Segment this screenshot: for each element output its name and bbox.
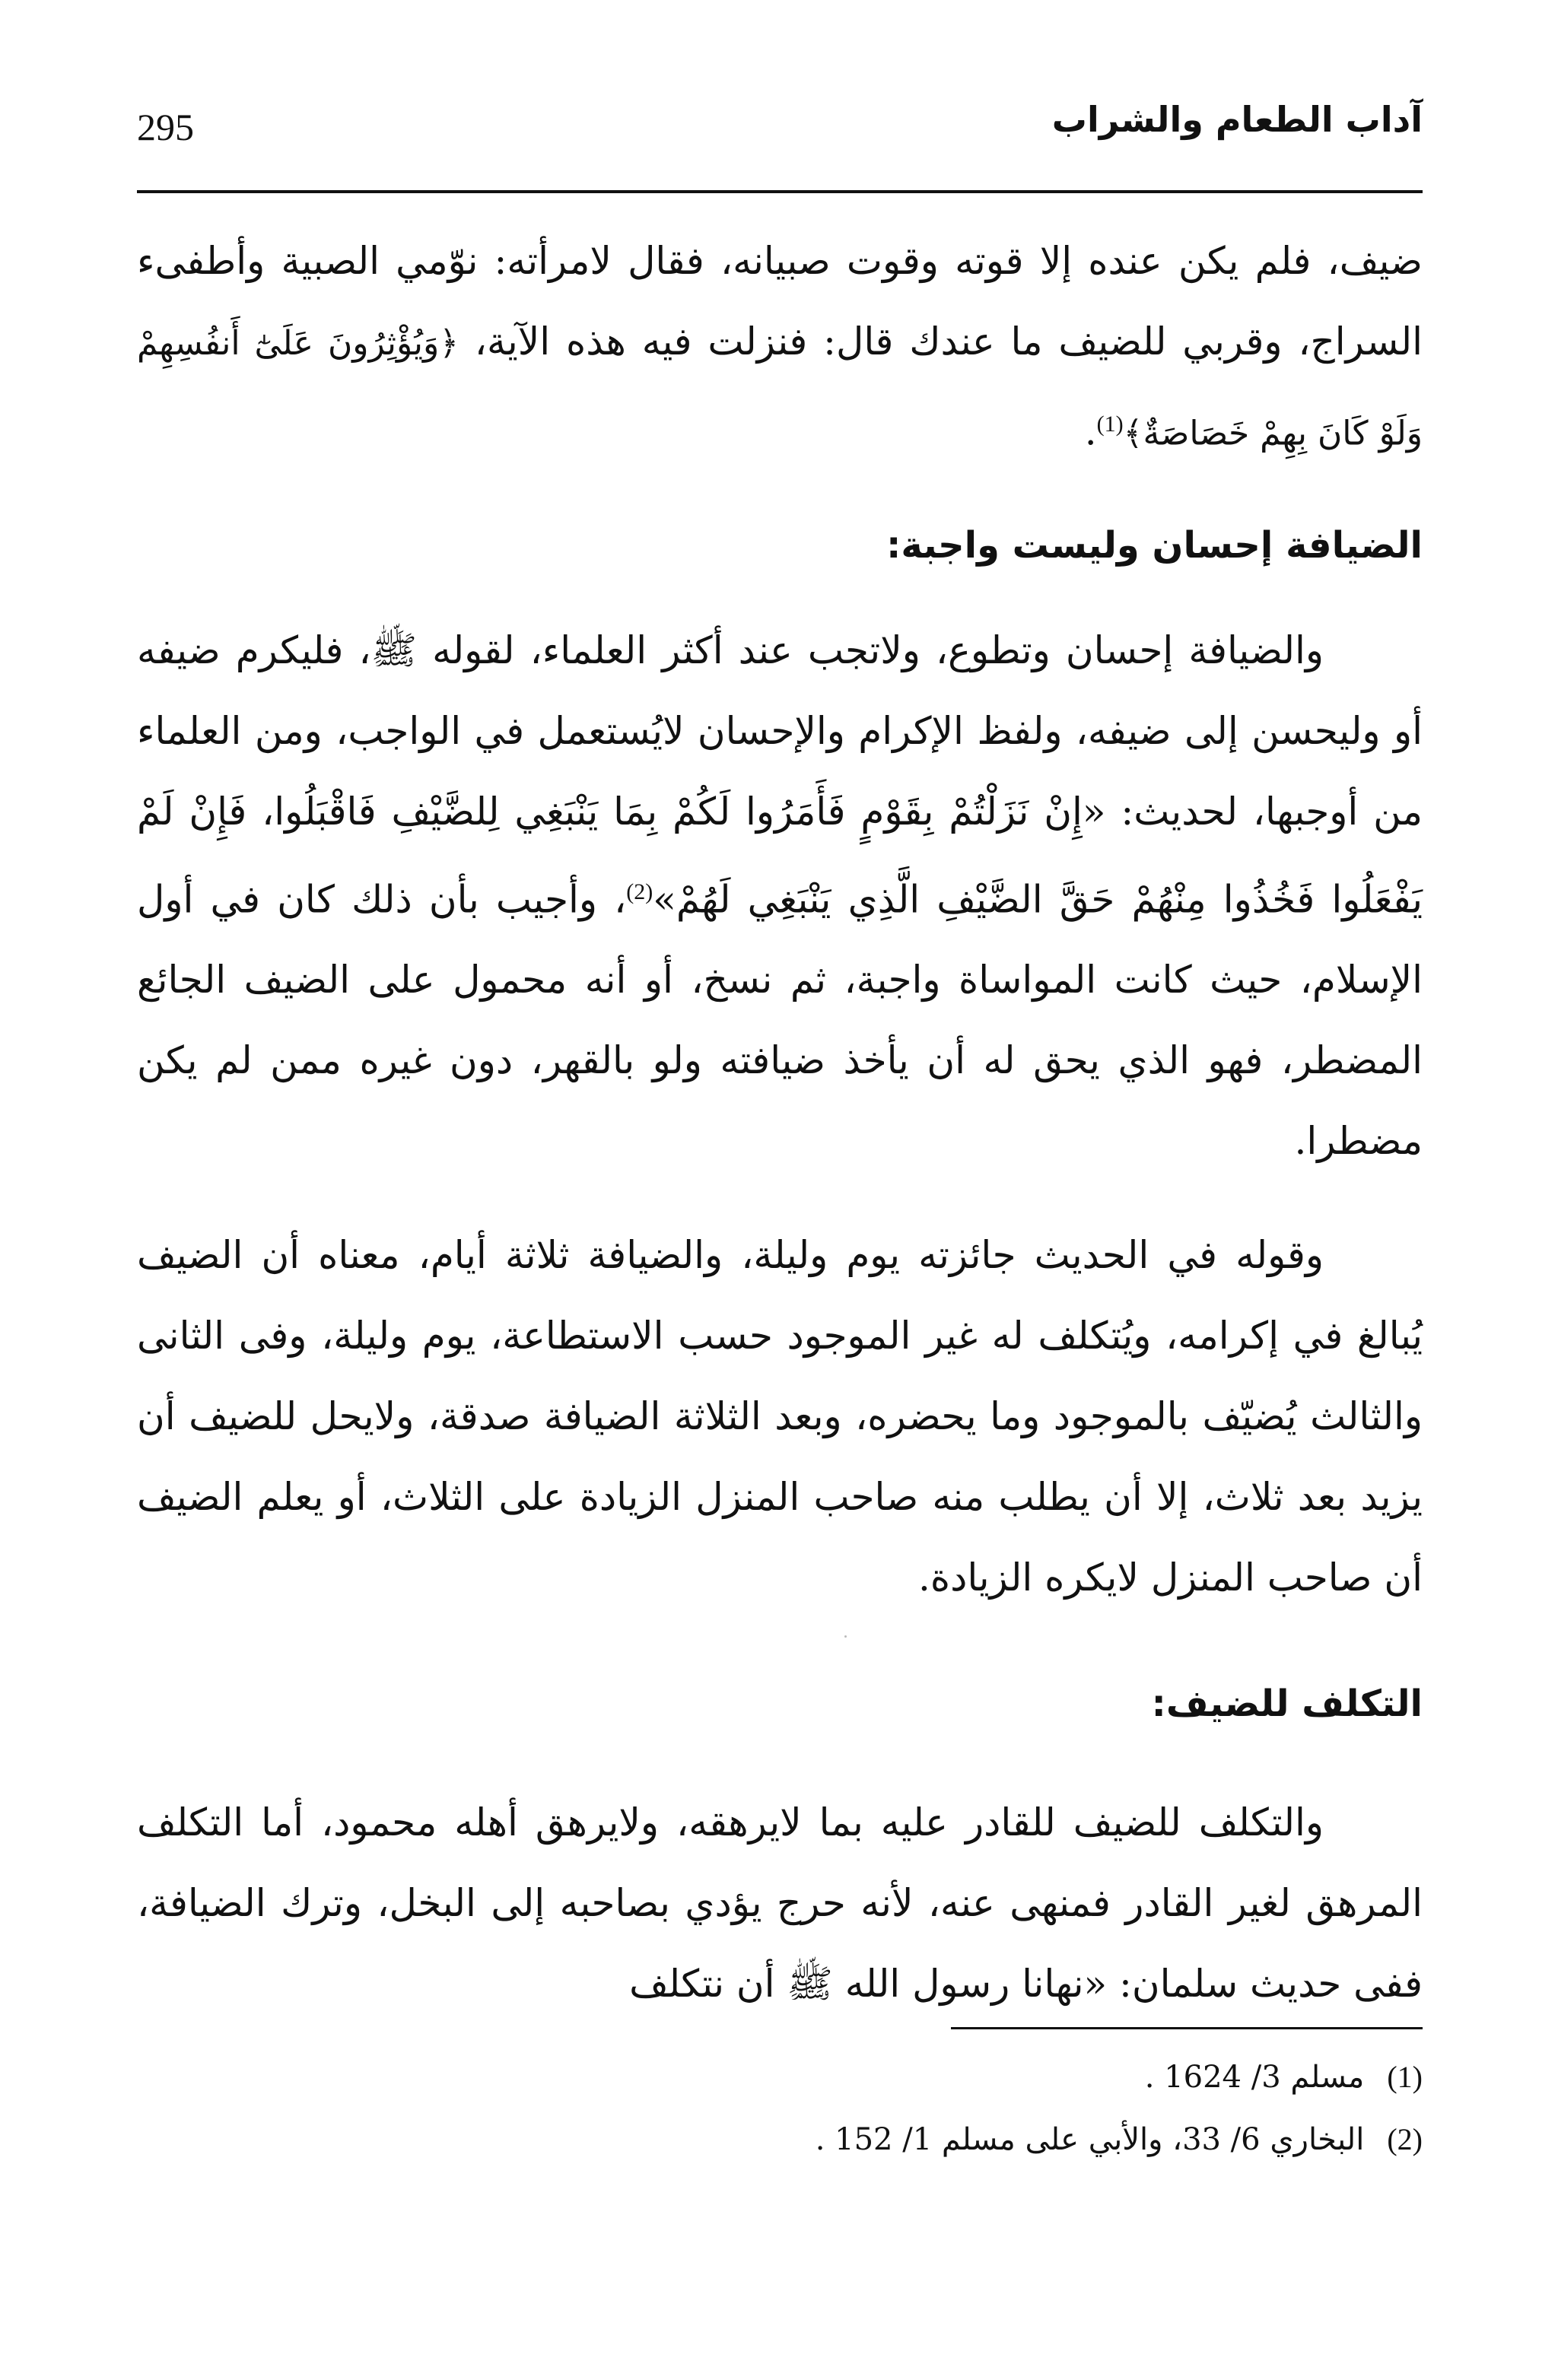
footnote-2 [137,2108,1423,2171]
print-speck [844,1635,847,1638]
book-page [137,0,1423,2380]
running-title: آداب الطعام والشراب [1051,99,1423,140]
footnote-text: مسلم 3/ 1624 . [1144,2060,1365,2095]
footnotes [137,2046,1423,2171]
footnote-number: (1) [1387,2060,1423,2094]
page-number: 295 [137,106,194,148]
paragraph-end: . [1084,409,1097,454]
paragraph-hospitality [137,610,1423,1182]
paragraph-continuation [137,221,1423,475]
page-header [137,99,1423,160]
footnote-rule [951,2027,1423,2029]
paragraph-three-days: وقوله في الحديث جائزته يوم وليلة، والضيافة ثلاثة أيام، معناه أن الضيف يُبالغ في إكرامه، ويُتكلف له غير الموجود حسب الاستطاعة، يوم وليلة، وفى الثانى والثالث يُضيّف بالموجود وما يحضره، وبعد الثلاثة الضيافة صدقة، ولايحل للضيف أن يزيد بعد ثلاث، إلا أن يطلب منه صاحب المنزل الزيادة على الثلاث، أو يعلم الضيف أن صاحب المنزل لايكره الزيادة. [137,1233,1423,1600]
footnote-ref-2: (2) [626,879,653,904]
body-text [137,221,1423,2024]
paragraph-effort: والتكلف للضيف للقادر عليه بما لايرهقه، ولايرهق أهله محمود، أما التكلف المرهق لغير القادر فمنهى عنه، لأنه حرج يؤدي بصاحبه إلى البخل، وترك الضيافة، ففى حديث سلمان: «نهانا رسول الله ﷺ أن نتكلف [137,1800,1423,2007]
footnote-number: (2) [1387,2122,1423,2156]
paragraph-text: والضيافة إحسان وتطوع، ولاتجب عند أكثر العلماء، لقوله ﷺ، فليكرم ضيفه أو وليحسن إلى ضيفه، ولفظ الإكرام والإحسان لايُستعمل في الواجب، ومن العلماء من أوجبها، لحديث: [137,628,1423,834]
footnote-ref-1: (1) [1096,411,1124,437]
footnote-1 [137,2046,1423,2108]
section-heading-hospitality: الضيافة إحسان وليست واجبة: [886,523,1423,567]
quran-verse: ﴿وَيُؤْثِرُونَ عَلَىٰٓ أَنفُسِهِمْ وَلَوْ كَانَ بِهِمْ خَصَاصَةٌ﴾ [137,324,1423,453]
paragraph-text: ، وأجيب بأن ذلك كان في أول الإسلام، حيث كانت المواساة واجبة، ثم نسخ، أو أنه محمول على الضيف الجائع المضطر، فهو الذي يحق له أن يأخذ ضيافته ولو بالقهر، دون غيره ممن لم يكن مضطرا. [137,877,1423,1164]
paragraph-text: ضيف، فلم يكن عنده إلا قوته وقوت صبيانه، فقال لامرأته: نوّمي الصبية وأطفىء السراج، وقربي للضيف ما عندك قال: فنزلت فيه هذه الآية، [137,239,1423,364]
header-rule [137,190,1423,193]
footnote-text: البخاري 6/ 33، والأبي على مسلم 1/ 152 . [815,2122,1365,2157]
section-heading-effort: التكلف للضيف: [1151,1683,1423,1726]
hadith-quote: «إِنْ نَزَلْتُمْ بِقَوْمٍ فَأَمَرُوا لَكُمْ بِمَا يَنْبَغِي لِلضَّيْفِ فَاقْبَلُوا، فَإِنْ لَمْ يَفْعَلُوا فَخُذُوا مِنْهُمْ حَقَّ الضَّيْفِ الَّذِي يَنْبَغِي لَهُمْ» [137,789,1423,922]
